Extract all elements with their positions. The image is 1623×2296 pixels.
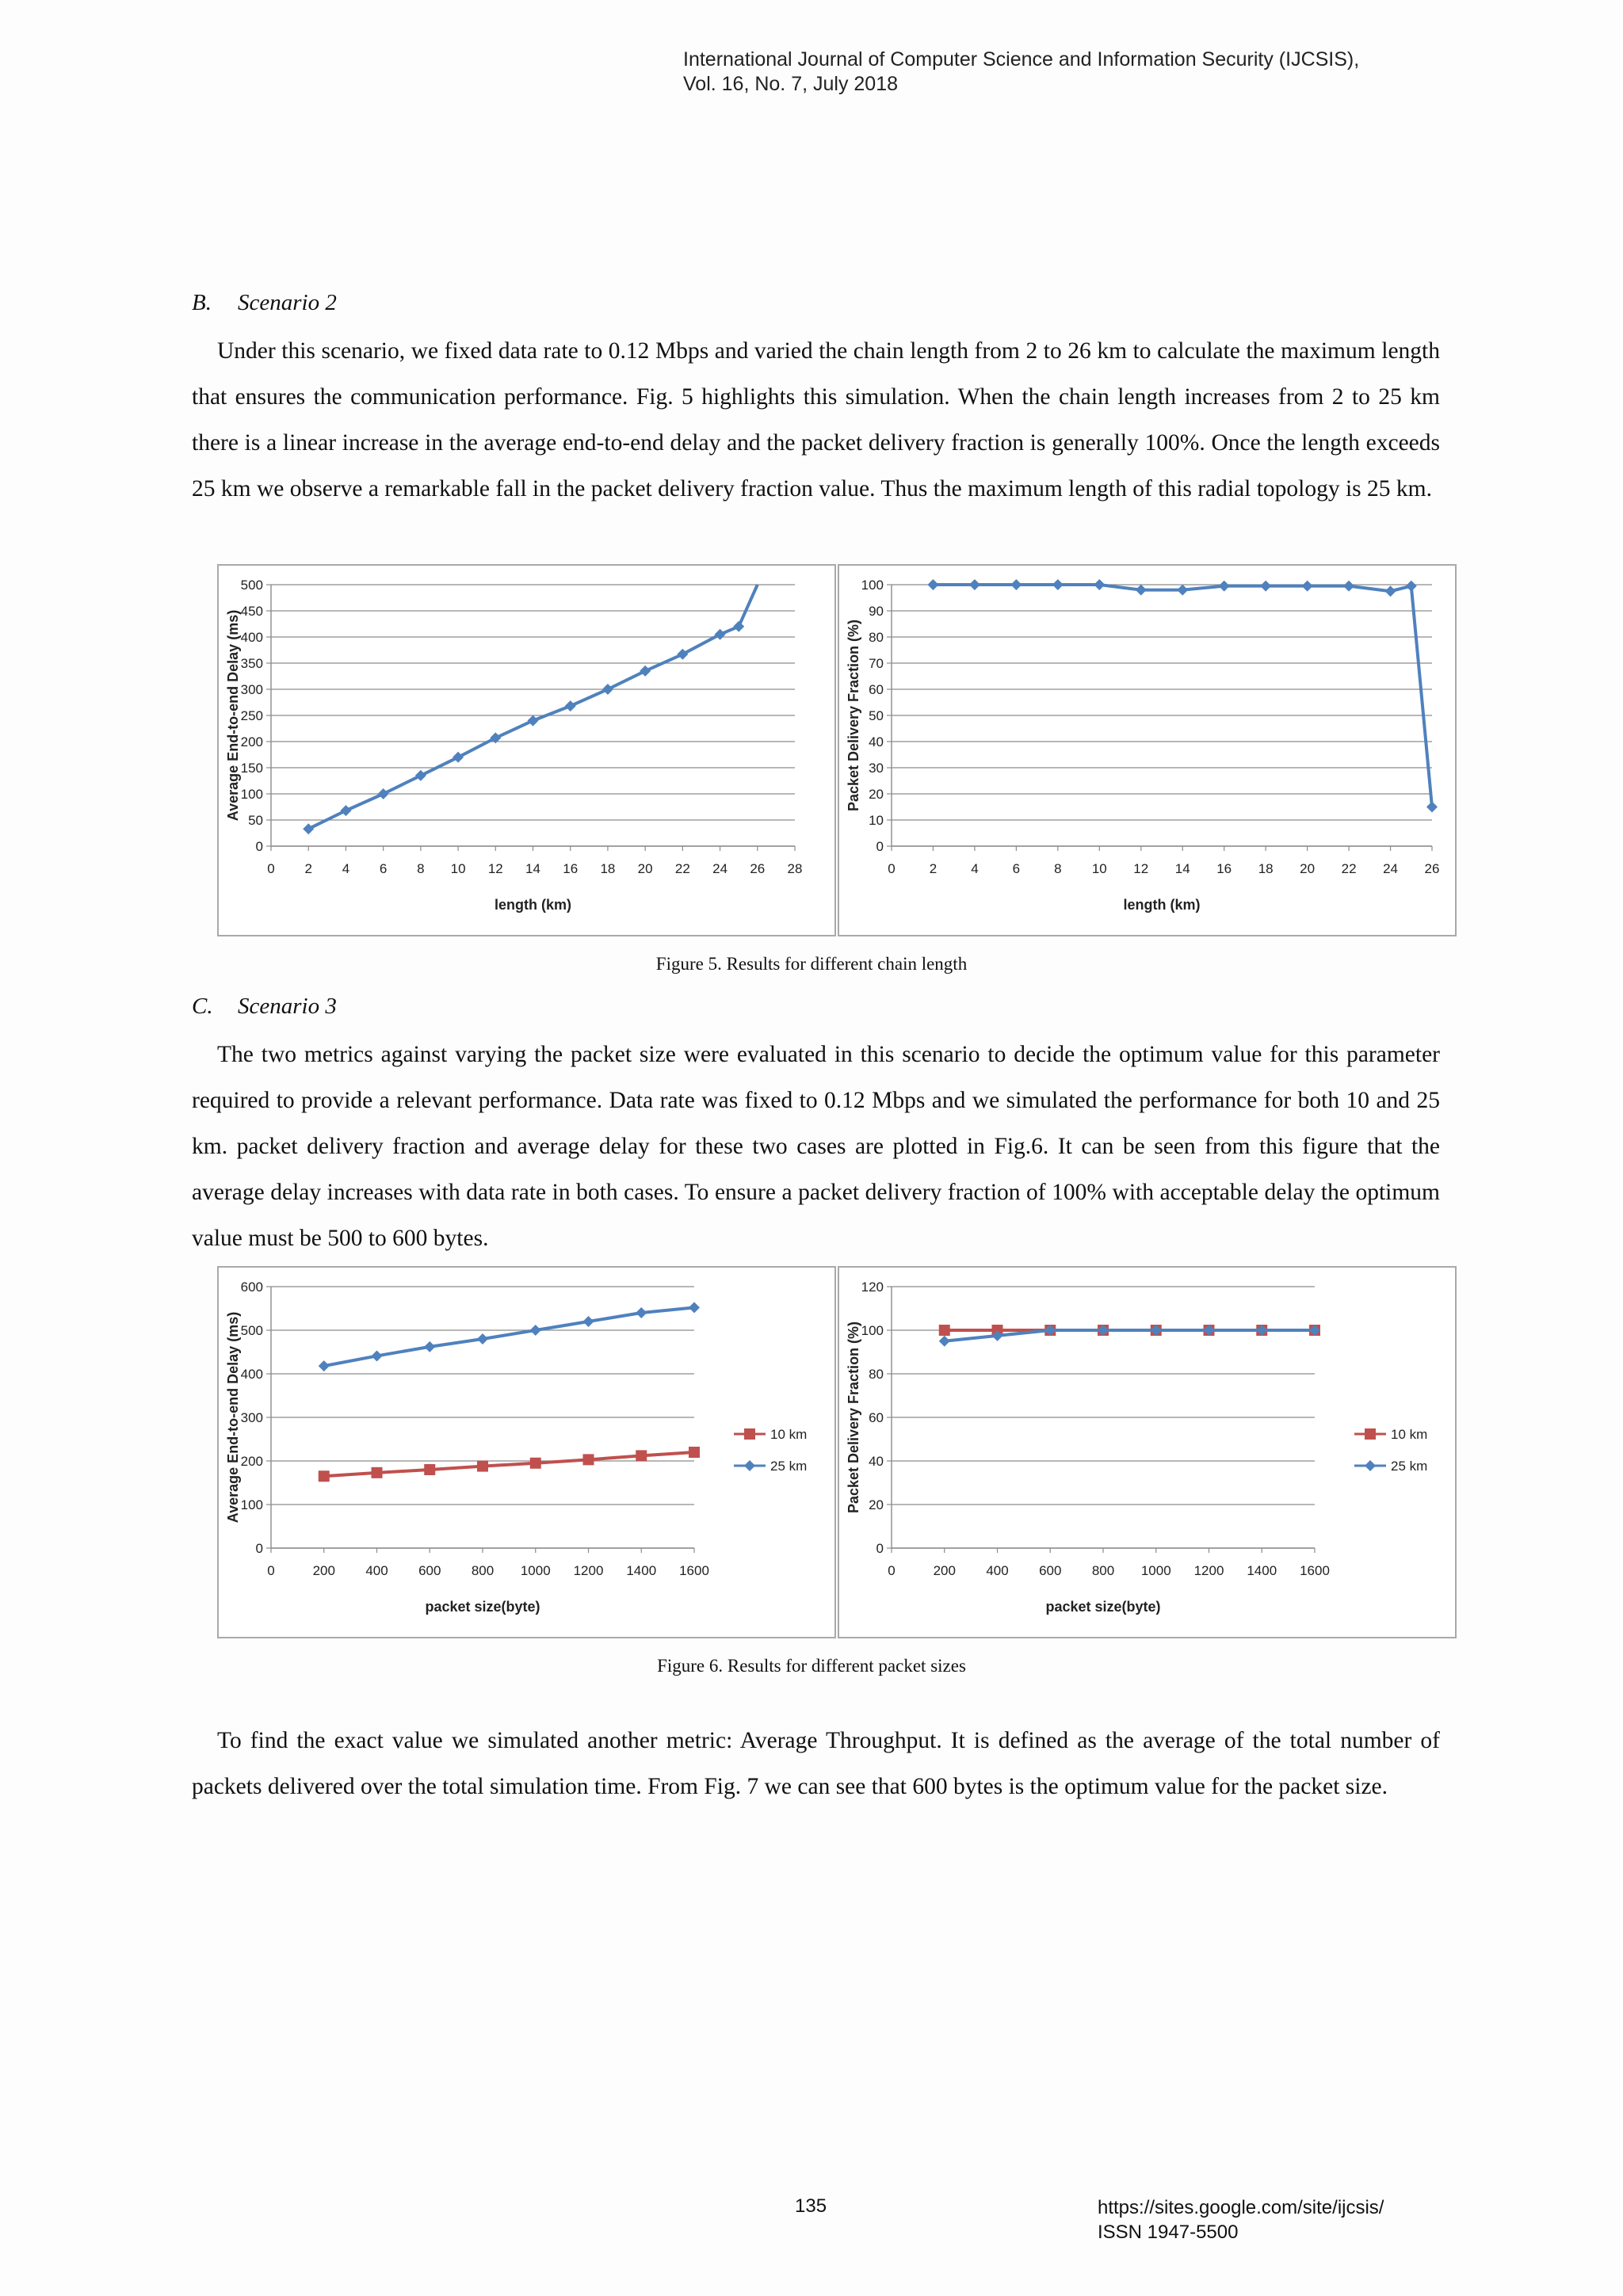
y-tick-label: 50 <box>248 813 263 828</box>
pdf-vs-packet-size-chart <box>839 1268 1455 1637</box>
series-line-delay <box>308 585 758 829</box>
data-point-diamond <box>528 715 539 727</box>
y-tick-label: 200 <box>240 734 263 749</box>
x-tick-label: 16 <box>563 861 579 876</box>
y-tick-label: 80 <box>869 630 884 645</box>
y-axis-title: Packet Delivery Fraction (%) <box>846 1321 861 1514</box>
figure-6-left-panel <box>217 1266 836 1638</box>
legend-label: 25 km <box>1391 1459 1428 1474</box>
data-point-diamond <box>1094 579 1105 590</box>
x-tick-label: 24 <box>712 861 728 876</box>
x-tick-label: 0 <box>888 1563 896 1578</box>
legend-marker-diamond <box>1365 1460 1376 1471</box>
legend-label: 10 km <box>770 1427 808 1442</box>
data-point-diamond <box>340 805 351 816</box>
data-point-square <box>372 1467 383 1478</box>
data-point-diamond <box>565 700 576 711</box>
data-point-diamond <box>1406 581 1417 592</box>
y-tick-label: 10 <box>869 813 884 828</box>
x-tick-label: 10 <box>450 861 466 876</box>
data-point-square <box>530 1458 541 1469</box>
x-tick-label: 1200 <box>573 1563 604 1578</box>
data-point-diamond <box>939 1336 950 1347</box>
section-number: C. <box>192 994 213 1019</box>
x-axis-title: length (km) <box>1123 897 1201 913</box>
data-point-diamond <box>1219 581 1230 592</box>
x-tick-label: 28 <box>787 861 803 876</box>
data-point-diamond <box>1260 581 1271 592</box>
y-tick-label: 20 <box>869 787 884 802</box>
data-point-diamond <box>1052 579 1064 590</box>
x-tick-label: 600 <box>418 1563 441 1578</box>
data-point-diamond <box>303 823 314 834</box>
data-point-square <box>939 1325 950 1336</box>
data-point-diamond <box>415 770 426 781</box>
x-tick-label: 200 <box>933 1563 956 1578</box>
y-tick-label: 100 <box>861 578 884 593</box>
x-tick-label: 2 <box>929 861 938 876</box>
data-point-diamond <box>583 1316 594 1327</box>
paragraph-scenario-3: The two metrics against varying the packet size were evaluated in this scenario to decide the optimum value for this parameter required to provide a relevant performance. Data rate was fixed to 0.12 Mbps and we simulated the performance for both 10 and 25 km. packet delivery fraction and average delay for these two cases are plotted in Fig.6. It can be seen from this figure that the average delay increases with data rate in both cases. To ensure a packet delivery fraction of 100% with acceptable delay the optimum value must be 500 to 600 bytes. <box>192 1042 1440 1251</box>
data-point-diamond <box>1302 581 1313 592</box>
y-tick-label: 400 <box>240 630 263 645</box>
data-point-diamond <box>453 752 464 763</box>
x-tick-label: 18 <box>600 861 616 876</box>
data-point-diamond <box>1426 802 1438 813</box>
footer-url: https://sites.google.com/site/ijcsis/ <box>1098 2197 1384 2218</box>
y-tick-label: 50 <box>869 708 884 723</box>
delay-vs-length-chart <box>219 566 834 935</box>
y-tick-label: 300 <box>240 1410 263 1425</box>
data-point-diamond <box>733 621 744 632</box>
data-point-diamond <box>1010 579 1022 590</box>
x-tick-label: 1400 <box>626 1563 657 1578</box>
x-tick-label: 800 <box>471 1563 495 1578</box>
x-tick-label: 1200 <box>1193 1563 1224 1578</box>
x-tick-label: 20 <box>1300 861 1316 876</box>
legend-marker-square <box>1365 1428 1376 1440</box>
x-tick-label: 1400 <box>1247 1563 1277 1578</box>
y-tick-label: 20 <box>869 1497 884 1512</box>
x-tick-label: 1000 <box>520 1563 551 1578</box>
figure-6-right-panel <box>838 1266 1457 1638</box>
x-tick-label: 6 <box>379 861 388 876</box>
x-tick-label: 4 <box>342 861 350 876</box>
legend-label: 10 km <box>1391 1427 1428 1442</box>
y-tick-label: 70 <box>869 656 884 671</box>
legend-marker-diamond <box>744 1460 755 1471</box>
x-tick-label: 4 <box>971 861 979 876</box>
x-tick-label: 14 <box>1174 861 1190 876</box>
y-tick-label: 120 <box>861 1280 884 1295</box>
y-tick-label: 60 <box>869 682 884 697</box>
data-point-diamond <box>715 629 726 640</box>
data-point-diamond <box>636 1307 647 1318</box>
x-tick-label: 18 <box>1258 861 1274 876</box>
data-point-diamond <box>689 1302 700 1313</box>
data-point-diamond <box>424 1341 435 1352</box>
y-tick-label: 350 <box>240 656 263 671</box>
paragraph-scenario-2: Under this scenario, we fixed data rate to 0.12 Mbps and varied the chain length from 2 to 26 km to calculate the maximum length that ensures the communication performance. Fig. 5 highlights this simulation. When the chain length increases from 2 to 25 km there is a linear increase in the average end-to-end delay and the packet delivery fraction is generally 100%. Once the length exceeds 25 km we observe a remarkable fall in the packet delivery fraction value. Thus the maximum length of this radial topology is 25 km. <box>192 338 1440 502</box>
y-tick-label: 150 <box>240 761 263 776</box>
x-axis-title: length (km) <box>495 897 571 913</box>
x-tick-label: 8 <box>417 861 425 876</box>
section-heading-b <box>192 290 337 316</box>
y-tick-label: 0 <box>255 839 263 854</box>
figure-5-right-panel <box>838 564 1457 936</box>
x-tick-label: 0 <box>267 1563 275 1578</box>
y-tick-label: 300 <box>240 682 263 697</box>
y-tick-label: 100 <box>240 787 263 802</box>
data-point-diamond <box>477 1333 488 1344</box>
data-point-diamond <box>969 579 980 590</box>
y-tick-label: 0 <box>876 1541 884 1556</box>
data-point-square <box>319 1470 330 1482</box>
page-number: 135 <box>795 2195 827 2217</box>
y-tick-label: 0 <box>876 839 884 854</box>
y-tick-label: 600 <box>240 1280 263 1295</box>
y-axis-title: Packet Delivery Fraction (%) <box>846 619 861 812</box>
y-axis-title: Average End-to-end Delay (ms) <box>225 609 241 822</box>
y-tick-label: 40 <box>869 734 884 749</box>
journal-header <box>683 48 1359 97</box>
y-tick-label: 40 <box>869 1454 884 1469</box>
data-point-diamond <box>927 579 938 590</box>
data-point-square <box>477 1461 488 1472</box>
x-tick-label: 2 <box>304 861 312 876</box>
y-tick-label: 30 <box>869 761 884 776</box>
journal-title: International Journal of Computer Science and Information Security (IJCSIS), <box>683 48 1360 71</box>
x-tick-label: 20 <box>637 861 653 876</box>
x-tick-label: 0 <box>267 861 275 876</box>
figure-5-left-panel <box>217 564 836 936</box>
x-tick-label: 16 <box>1216 861 1232 876</box>
x-axis-title: packet size(byte) <box>425 1599 540 1615</box>
section-number: B. <box>192 290 212 315</box>
y-tick-label: 100 <box>861 1323 884 1338</box>
x-tick-label: 1600 <box>679 1563 709 1578</box>
x-tick-label: 6 <box>1012 861 1021 876</box>
x-tick-label: 8 <box>1054 861 1062 876</box>
y-tick-label: 100 <box>240 1497 263 1512</box>
y-tick-label: 250 <box>240 708 263 723</box>
x-tick-label: 12 <box>1133 861 1149 876</box>
series-line-pdf <box>933 585 1432 807</box>
x-tick-label: 1000 <box>1140 1563 1171 1578</box>
data-point-square <box>689 1447 700 1458</box>
data-point-diamond <box>1385 585 1396 597</box>
x-tick-label: 22 <box>674 861 690 876</box>
x-tick-label: 0 <box>888 861 896 876</box>
data-point-diamond <box>677 649 688 660</box>
y-axis-title: Average End-to-end Delay (ms) <box>225 1311 241 1524</box>
x-tick-label: 600 <box>1039 1563 1062 1578</box>
x-tick-label: 400 <box>365 1563 388 1578</box>
section-title: Scenario 2 <box>238 290 337 315</box>
legend-label: 25 km <box>770 1459 808 1474</box>
y-tick-label: 90 <box>869 604 884 619</box>
data-point-diamond <box>602 684 613 695</box>
footer-info <box>1098 2195 1384 2245</box>
x-tick-label: 1600 <box>1300 1563 1330 1578</box>
section-title: Scenario 3 <box>238 994 337 1019</box>
y-tick-label: 500 <box>240 578 263 593</box>
y-tick-label: 400 <box>240 1367 263 1382</box>
x-tick-label: 14 <box>525 861 540 876</box>
data-point-diamond <box>378 788 389 799</box>
section-heading-c <box>192 994 337 1020</box>
data-point-diamond <box>1177 585 1188 596</box>
y-tick-label: 80 <box>869 1367 884 1382</box>
y-tick-label: 0 <box>255 1541 263 1556</box>
journal-issue: Vol. 16, No. 7, July 2018 <box>683 73 899 95</box>
y-tick-label: 500 <box>240 1323 263 1338</box>
x-tick-label: 22 <box>1341 861 1357 876</box>
data-point-diamond <box>319 1360 330 1371</box>
x-tick-label: 12 <box>487 861 503 876</box>
legend-marker-square <box>744 1428 755 1440</box>
data-point-square <box>424 1464 435 1475</box>
data-point-square <box>583 1454 594 1465</box>
footer-issn: ISSN 1947-5500 <box>1098 2222 1239 2243</box>
pdf-vs-length-chart <box>839 566 1455 935</box>
x-tick-label: 10 <box>1091 861 1107 876</box>
x-tick-label: 26 <box>750 861 766 876</box>
delay-vs-packet-size-chart <box>219 1268 834 1637</box>
paragraph-throughput: To find the exact value we simulated another metric: Average Throughput. It is defined as the average of the total number of packets delivered over the total simulation time. From Fig. 7 we can see that 600 bytes is the optimum value for the packet size. <box>192 1728 1440 1799</box>
y-tick-label: 200 <box>240 1454 263 1469</box>
data-point-diamond <box>1136 585 1147 596</box>
data-point-diamond <box>640 666 651 677</box>
figure-6-caption: Figure 6. Results for different packet sizes <box>657 1656 966 1676</box>
x-axis-title: packet size(byte) <box>1045 1599 1161 1615</box>
data-point-square <box>636 1450 647 1461</box>
figure-5-caption: Figure 5. Results for different chain length <box>655 954 968 974</box>
x-tick-label: 400 <box>986 1563 1009 1578</box>
data-point-diamond <box>530 1325 541 1336</box>
x-tick-label: 26 <box>1424 861 1440 876</box>
x-tick-label: 200 <box>312 1563 335 1578</box>
data-point-diamond <box>372 1350 383 1361</box>
x-tick-label: 24 <box>1383 861 1398 876</box>
y-tick-label: 450 <box>240 604 263 619</box>
x-tick-label: 800 <box>1091 1563 1115 1578</box>
y-tick-label: 60 <box>869 1410 884 1425</box>
data-point-diamond <box>1343 581 1354 592</box>
